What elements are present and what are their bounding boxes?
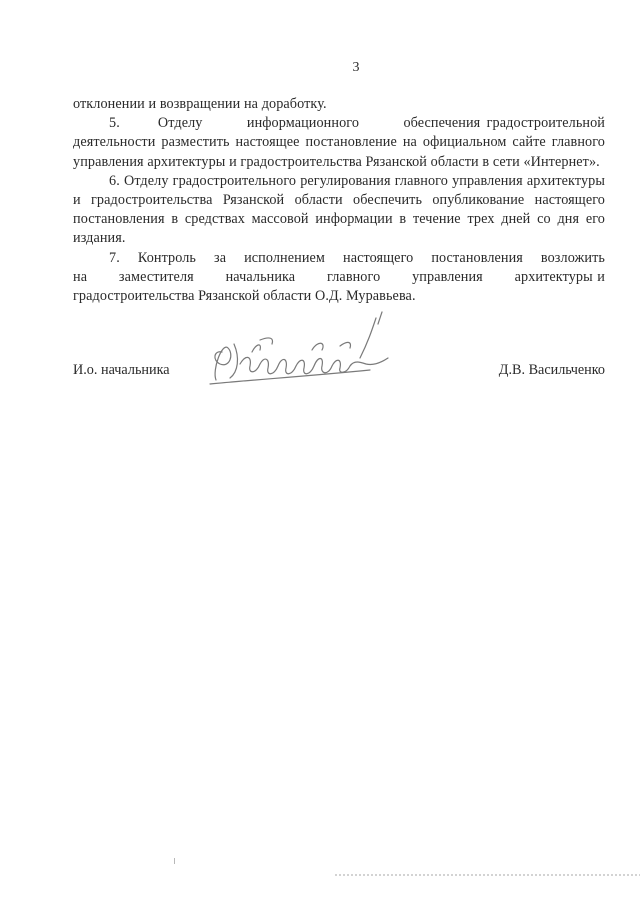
signatory-title: И.о. начальника <box>73 362 170 378</box>
paragraph-item-5: 5. Отделу информационного обеспечения градостроительной деятельности разместить настоящее постановление на официальном сайте главного управления архитектуры и градостроительства Рязанской области в сети «Интернет». <box>73 115 605 170</box>
scan-artifact <box>174 858 175 864</box>
paragraph-item-6: 6. Отделу градостроительного регулирования главного управления архитектуры и градостроительства Рязанской области обеспечить опубликование настоящего постановления в средствах массовой информации в течение трех дней со дня его издания. <box>73 172 605 247</box>
paragraph-continuation: отклонении и возвращении на доработку. <box>73 96 327 112</box>
page-number: 3 <box>352 60 360 75</box>
paragraph-item-7: 7. Контроль за исполнением настоящего постановления возложить на заместителя начальника главного управления архитектуры и градостроительства Рязанской области О.Д. Муравьева. <box>73 249 605 305</box>
document-body <box>73 95 605 306</box>
signature-block <box>73 362 605 386</box>
scan-artifact-line <box>335 874 640 876</box>
signatory-name: Д.В. Васильченко <box>498 362 605 378</box>
